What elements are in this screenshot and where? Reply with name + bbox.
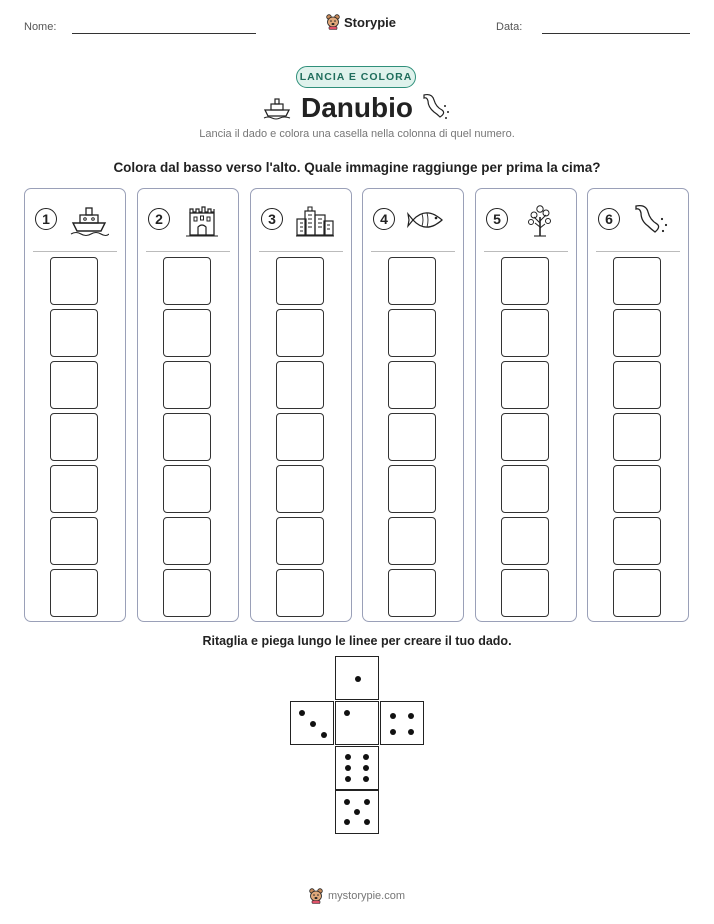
color-box[interactable] [501,413,549,461]
color-box[interactable] [276,569,324,617]
column-6 [587,188,689,622]
color-box[interactable] [50,569,98,617]
color-box[interactable] [276,257,324,305]
color-box[interactable] [501,361,549,409]
color-box[interactable] [163,257,211,305]
brand-name: Storypie [344,14,397,30]
column-number: 5 [486,208,508,230]
color-box[interactable] [50,309,98,357]
color-box[interactable] [613,361,661,409]
instruction: Colora dal basso verso l'alto. Quale immagine raggiunge per prima la cima? [113,160,601,175]
title-text: Danubio [301,92,413,123]
page-title [0,92,714,124]
footer [0,888,714,904]
color-box[interactable] [388,517,436,565]
cut-instruction: Ritaglia e piega lungo le linee per creare il tuo dado. [202,634,512,648]
activity-badge: LANCIA E COLORA [296,66,416,88]
color-box[interactable] [388,309,436,357]
color-box[interactable] [163,309,211,357]
bear-icon [326,14,340,30]
color-box[interactable] [276,465,324,513]
color-box[interactable] [501,465,549,513]
column-4 [362,188,464,622]
color-box[interactable] [50,465,98,513]
color-box[interactable] [163,361,211,409]
column-number: 3 [261,208,283,230]
color-box[interactable] [276,517,324,565]
color-box[interactable] [388,257,436,305]
column-2 [137,188,239,622]
color-box[interactable] [613,413,661,461]
column-number: 2 [148,208,170,230]
color-box[interactable] [276,309,324,357]
dice-net [290,656,424,834]
color-box[interactable] [501,309,549,357]
color-box[interactable] [50,257,98,305]
name-line[interactable] [72,33,256,34]
color-box[interactable] [613,309,661,357]
color-box[interactable] [163,569,211,617]
castle-icon [182,203,222,237]
dice-face-6 [335,746,379,790]
column-5 [475,188,577,622]
dice-face-5 [335,790,379,834]
color-box[interactable] [388,465,436,513]
color-box[interactable] [163,517,211,565]
subtitle: Lancia il dado e colora una casella nella colonna di quel numero. [199,128,515,140]
color-box[interactable] [276,361,324,409]
column-number: 6 [598,208,620,230]
tree-icon [520,203,560,237]
color-box[interactable] [276,413,324,461]
dice-face-4 [380,701,424,745]
color-box[interactable] [501,517,549,565]
brand-logo [326,14,396,30]
river-icon [420,92,452,122]
color-box[interactable] [50,361,98,409]
column-1 [24,188,126,622]
color-box[interactable] [501,569,549,617]
color-box[interactable] [163,413,211,461]
fish-icon [407,203,447,237]
column-number: 4 [373,208,395,230]
dice-face-1 [335,701,379,745]
color-box[interactable] [163,465,211,513]
color-box[interactable] [388,413,436,461]
color-box[interactable] [501,257,549,305]
color-box[interactable] [50,413,98,461]
city-icon [295,203,335,237]
column-number: 1 [35,208,57,230]
bear-icon [309,888,323,904]
color-box[interactable] [613,517,661,565]
color-box[interactable] [613,569,661,617]
boat-icon [262,96,292,120]
river-icon [632,203,672,237]
date-line[interactable] [542,33,690,34]
boat-icon [69,203,109,237]
color-box[interactable] [613,257,661,305]
date-label: Data: [496,21,523,33]
column-3 [250,188,352,622]
dice-face-1 [335,656,379,700]
color-box[interactable] [388,361,436,409]
name-label: Nome: [24,21,57,33]
color-box[interactable] [388,569,436,617]
footer-url[interactable]: mystorypie.com [327,890,406,902]
color-box[interactable] [50,517,98,565]
color-box[interactable] [613,465,661,513]
dice-face-3 [290,701,334,745]
